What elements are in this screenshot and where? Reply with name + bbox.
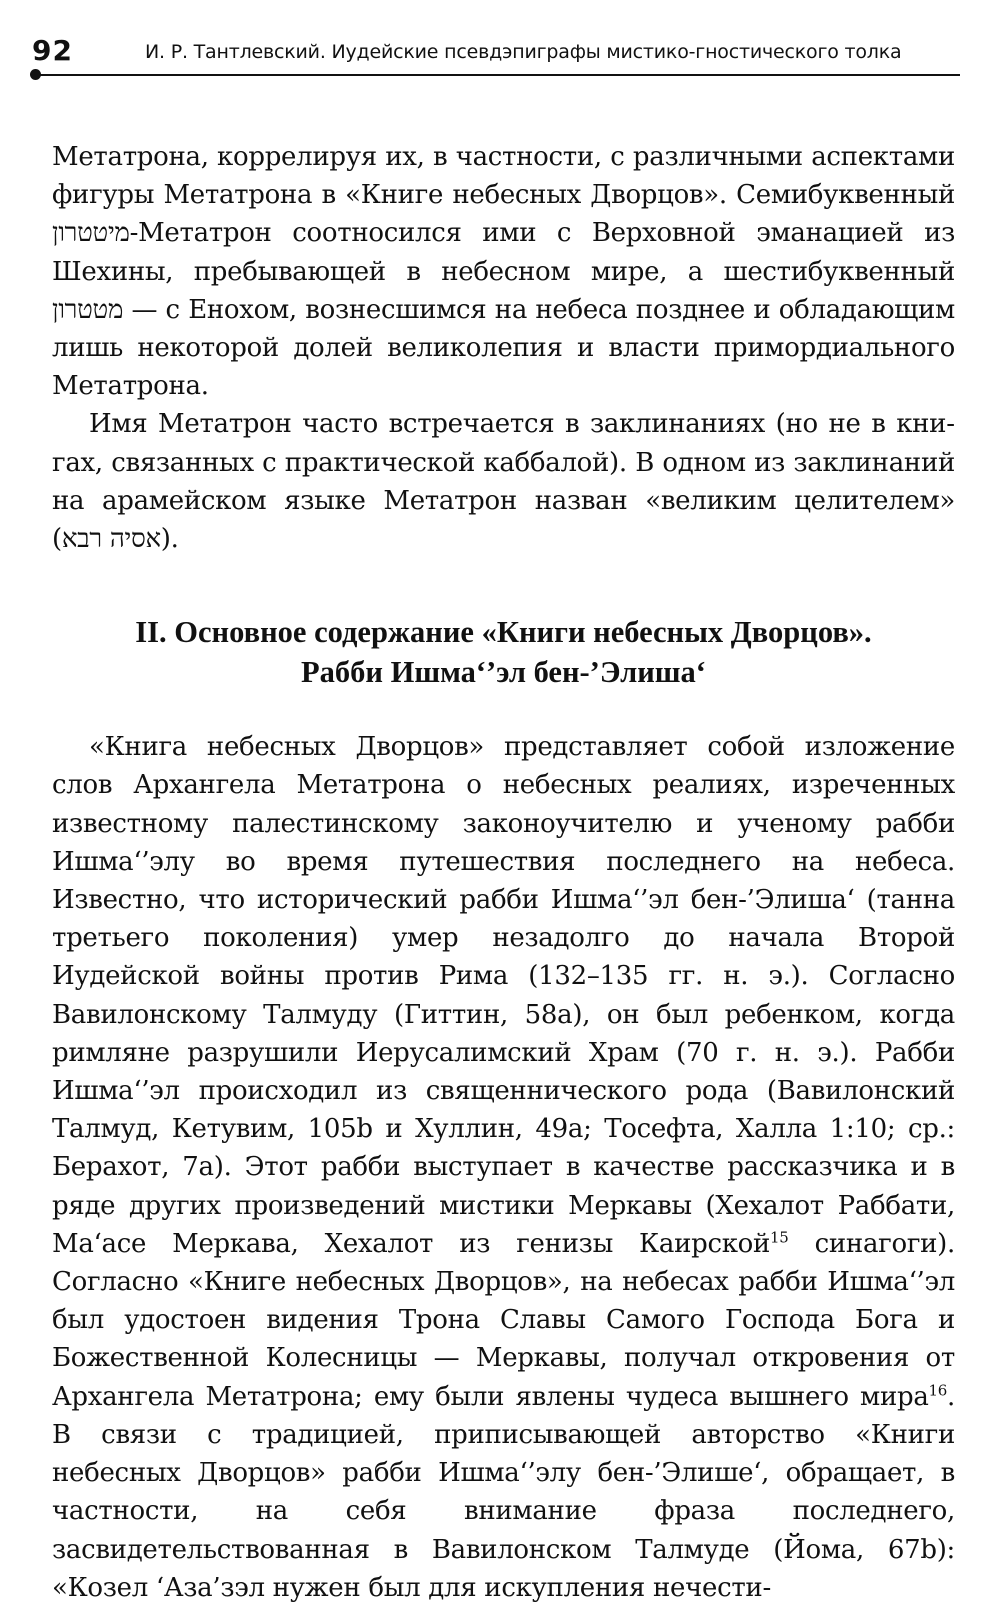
paragraph-main-part-3: . В связи с традицией, приписывающей авторство «Книги небесных Дворцов» рабби Ишма‘’элу бен-’Элише‘, обращает, в частности, на себя внимание фраза последнего, засвидетельствованная в Вавилонском Талмуде (Йома, 67b): «Козел ‘Аза’зэл нужен был для искупления нечести- — [52, 1381, 955, 1603]
paragraph-main — [52, 728, 955, 1607]
paragraph-main-part-2: синагоги). Согласно «Книге небесных Дворцов», на небесах рабби Ишма‘’эл был удостоен видения Трона Славы Самого Господа Бога и Божественной Колесницы — Меркавы, получал откровения от Архангела Метатрона; ему были явлены чудеса вышнего мира — [52, 1228, 955, 1412]
section-heading-line-2: Рабби Ишма‘’эл бен-’Элиша‘ — [301, 655, 706, 690]
page-number: 92 — [32, 34, 73, 67]
footnote-ref-15: 15 — [770, 1228, 789, 1247]
header-rule — [34, 74, 960, 76]
running-header — [30, 28, 960, 76]
footnote-ref-16: 16 — [928, 1381, 948, 1400]
main-text — [52, 138, 955, 1607]
section-heading-line-1: II. Основное содержание «Книги небесных Дворцов». — [135, 615, 872, 650]
paragraph-main-part-1: «Книга небесных Дворцов» представляет собой изложение слов Архангела Метатрона о небесных реалиях, изреченных известному палестинскому законоучителю и ученому рабби Ишма‘’элу во время путешествия последнего на небеса. Известно, что исторический рабби Ишма‘’эл бен-’Элиша‘ (танна третьего поколения) умер незадолго до начала Второй Иудейской войны против Рима (132–135 гг. н. э.). Согласно Вавилонскому Талмуду (Гиттин, 58а), он был ребенком, когда римляне разрушили Иерусалимский Храм (70 г. н. э.). Рабби Ишма‘’эл происходил из священнического рода (Вавилонский Талмуд, Кетувим, 105b и Хуллин, 49а; Тосефта, Халла 1:10; ср.: Берахот, 7а). Этот рабби выступает в качестве рассказчика и в ряде других произведений мистики Меркавы (Хехалот Раббати, Ма‘асе Меркава, Хехалот из генизы Каирской — [52, 732, 955, 1259]
paragraph-continued: Метатрона, коррелируя их, в частности, с различными аспектами фигуры Метатрона в «Книге небесных Дворцов». Семибуквенный מיטטרון-Метатрон соотносился ими с Верховной эманацией из Шехины, пребывающей в небесном мире, а шестибуквенный מטטרון — с Енохом, вознесшимся на небеса позднее и обладающим лишь некоторой долей великолепия и власти примордиального Метатрона. — [52, 142, 955, 402]
running-title: И. Р. Тантлевский. Иудейские псевдэпиграфы мистико-гностического толка — [145, 41, 902, 63]
paragraph-incantations: Имя Метатрон часто встречается в заклинаниях (но не в книгах, связанных с практической каббалой). В одном из заклинаний на арамейском языке Метатрон назван «великим целителем» (אסיה רבא). — [52, 409, 955, 555]
section-heading — [52, 612, 955, 692]
